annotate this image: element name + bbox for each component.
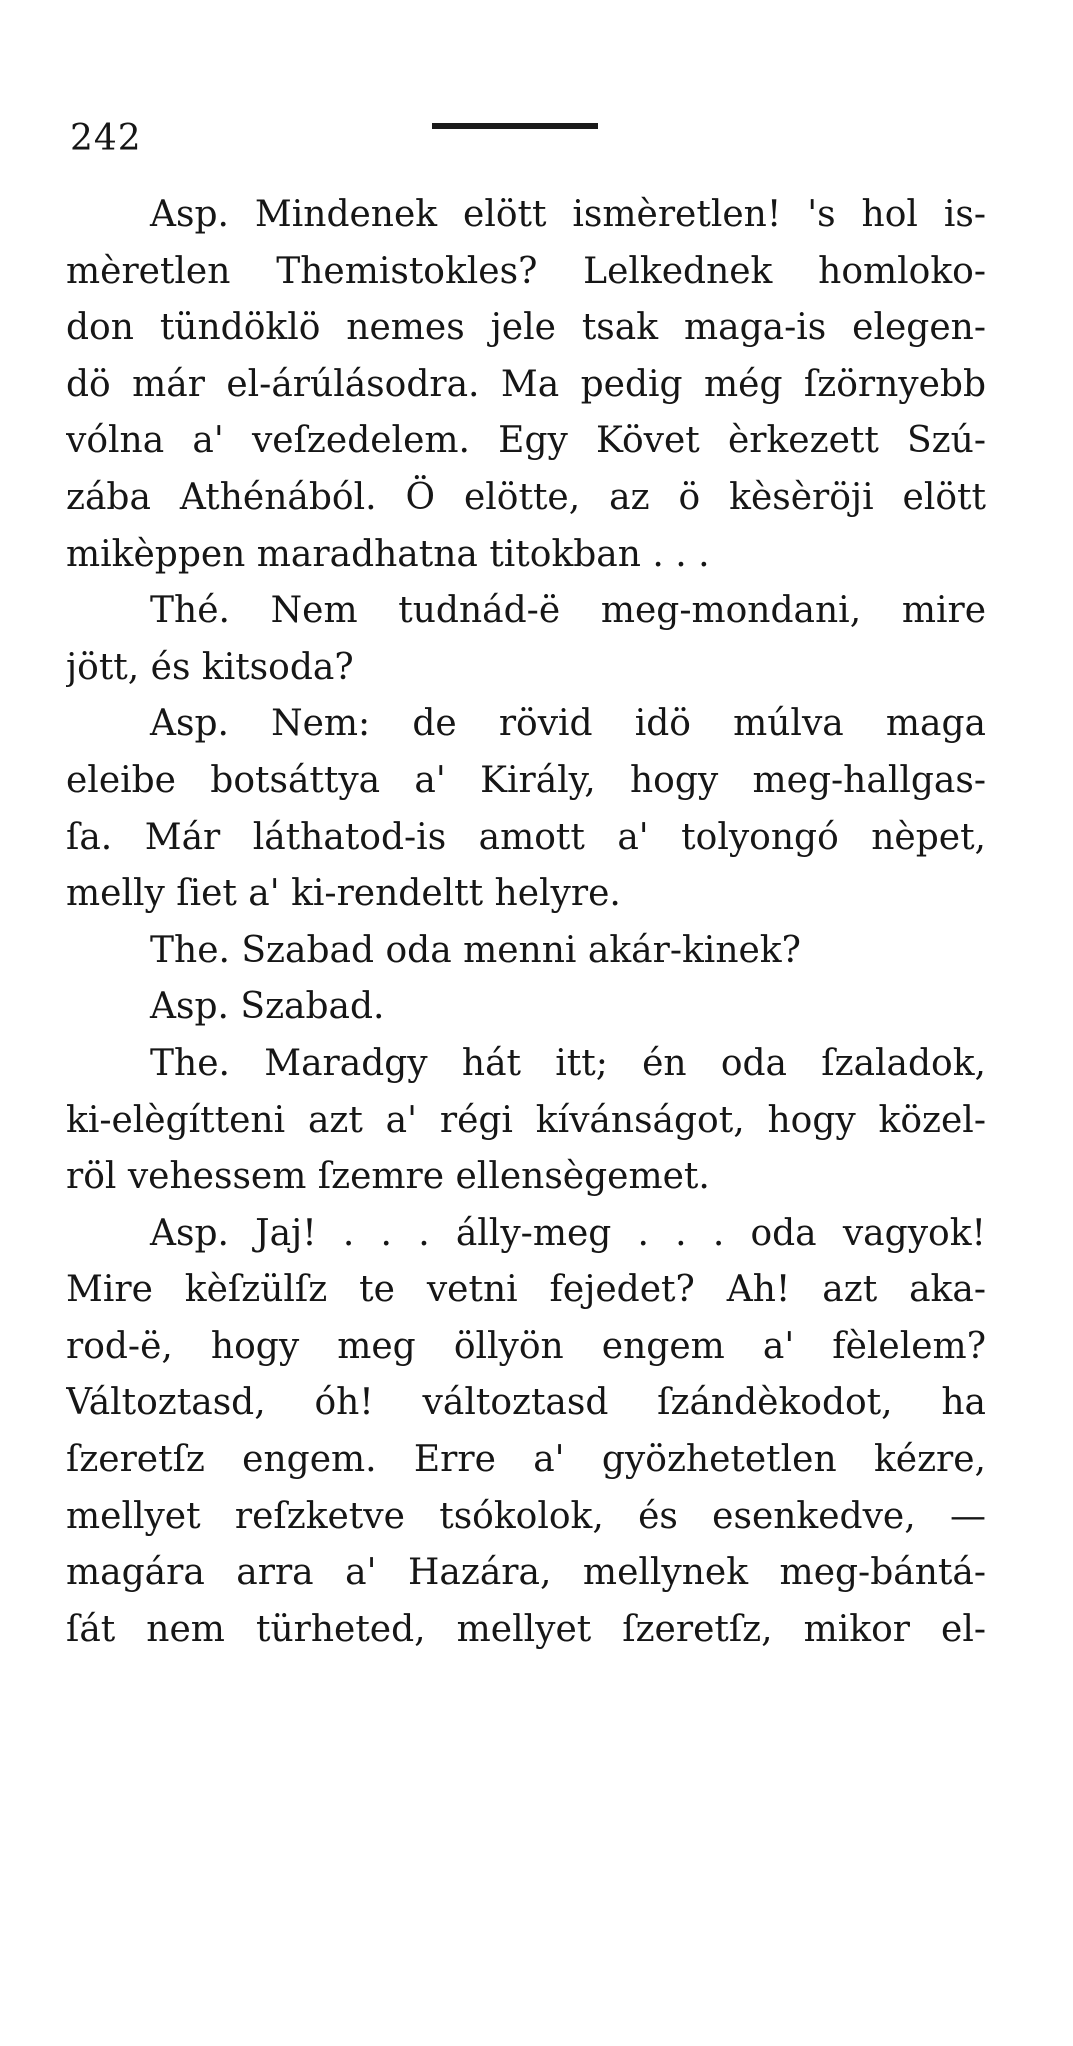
text-line: dö már el-árúlásodra. Ma pedig még ſzörnyebb [66, 363, 986, 405]
text-line: Asp. Nem: de rövid idö múlva maga [150, 703, 986, 745]
text-line: vólna a' veſzedelem. Egy Követ èrkezett Szú- [66, 420, 986, 462]
text-line: rod-ë, hogy meg öllyön engem a' fèlelem? [66, 1325, 986, 1367]
text-line: mèretlen Themistokles? Lelkednek homloko- [66, 250, 986, 292]
text-line: zába Athénából. Ö elötte, az ö kèsèröji elött [66, 476, 986, 518]
text-line: röl vehessem ſzemre ellensègemet. [66, 1156, 710, 1198]
text-line: ſát nem türheted, mellyet ſzeretſz, mikor el- [66, 1608, 986, 1650]
text-line: ſzeretſz engem. Erre a' gyözhetetlen kézre, [66, 1439, 986, 1481]
text-line: Mire kèſzülſz te vetni fejedet? Ah! azt aka- [66, 1269, 986, 1311]
header-rule [432, 123, 598, 129]
text-line: melly ſiet a' ki-rendeltt helyre. [66, 873, 621, 915]
text-line: Asp. Mindenek elött ismèretlen! 's hol is- [150, 194, 986, 235]
text-line: mellyet reſzketve tsókolok, és esenkedve, — [66, 1495, 986, 1537]
text-line: Thé. Nem tudnád-ë meg-mondani, mire [150, 590, 986, 632]
text-line: mikèppen maradhatna titokban . . . [66, 533, 710, 575]
text-line: The. Maradgy hát itt; én oda ſzaladok, [150, 1042, 986, 1084]
text-line: don tündöklö nemes jele tsak maga-is elegen- [66, 307, 986, 349]
text-line: Asp. Szabad. [150, 986, 385, 1028]
text-line: Változtasd, óh! változtasd ſzándèkodot, ha [66, 1382, 986, 1424]
text-line: eleibe botsáttya a' Király, hogy meg-hallgas- [66, 759, 986, 801]
play-text-block [66, 187, 986, 1658]
text-line: magára arra a' Hazára, mellynek meg-bántá- [66, 1552, 986, 1594]
text-line: Asp. Jaj! . . . álly-meg . . . oda vagyok! [150, 1212, 986, 1254]
text-line: ſa. Már láthatod-is amott a' tolyongó nèpet, [66, 816, 986, 858]
text-line: jött, és kitsoda? [66, 646, 354, 688]
page-number: 242 [70, 118, 142, 159]
text-line: The. Szabad oda menni akár-kinek? [150, 929, 801, 971]
text-line: ki-elègítteni azt a' régi kívánságot, hogy közel- [66, 1099, 986, 1141]
